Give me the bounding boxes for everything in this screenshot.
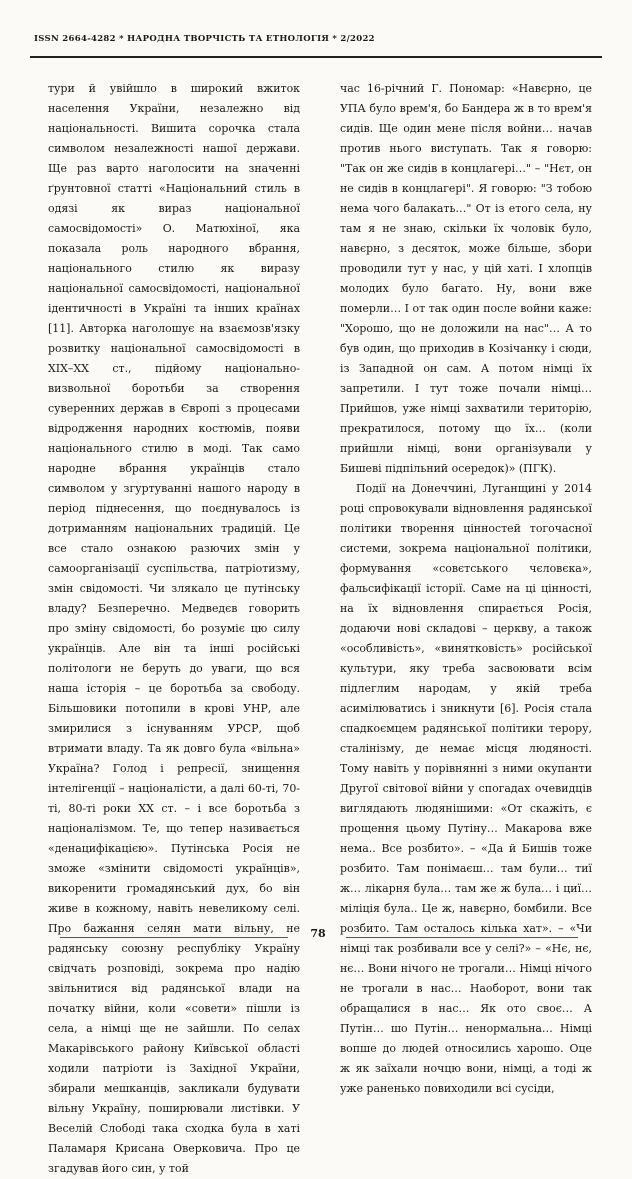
page-number: 78 [310,927,326,940]
right-paragraph-1: час 16-річний Г. Пономар: «Навєрно, це УПА було врем'я, бо Бандера ж в то врем'я сидів. Ще один мене після войни… начав против нього виступать. Так я говорю: "Так он же сидів в концлагері…" – "Нєт, он не сидів в концлагері". Я говорю: "З тобою нема чого балакать…" От із етого села, ну там я не знаю, скільки їх чоловік було, навєрно, з десяток, може більше, збори проводили тут у нас, у цій хаті. І хлопців молодих було багато. Ну, вони вже померли… І от так один после войни каже: "Хорошо, що не доложили на нас"… А то був один, що приходив в Козічанку і сюди, із Западной он сам. А потом німці їх запретили. І тут тоже почали німці… Прийшов, уже німці захватили територію, прекратилося, потому що їх… (коли прийшли німці, вони організували у Бишеві підпільний осередок)» (ПГК). [340,82,592,475]
left-paragraph-1: тури й увійшло в широкий вжиток населення України, незалежно від національності. Вишита сорочка стала символом незалежності нашої держави. Ще раз варто наголосити на значенні ґрунтовної статті «Національний стиль в одязі як вираз національної самосвідомості» О. Матюхіної, яка показала роль народного вбрання, національного стилю як виразу національної самосвідомості, національної ідентичності в Україні та інших країнах [11]. Авторка наголошує на взаємозв'язку розвитку національної самосвідомості в ХІХ–ХХ ст., підйому національно-визвольної боротьби за створення суверенних держав в Європі з процесами відродження народних костюмів, появи національного стилю в моді. Так само народне вбрання українців стало символом у згуртуванні нашого народу в період піднесення, що поєднувалось із дотриманням національних традицій. Це все стало ознакою разючих змін у самоорганізації суспільства, патріотизму, змін свідомості. Чи злякало це путінську владу? Безперечно. Медведєв говорить про зміну свідомості, бо розуміє цю силу українців. Але він та інші російські політологи не беруть до уваги, що вся наша історія – це боротьба за свободу. Більшовики потопили в крові УНР, але змирилися з існуванням УРСР, щоб втримати владу. Та як довго була «вільна» Україна? Голод і репресії, знищення інтелігенції – націоналісти, а далі 60-ті, 70-ті, 80-ті роки ХХ ст. – і все боротьба з націоналізмом. Те, що тепер називається «денацифікацією». Путінська Росія не зможе «змінити свідомості українців», викоренити громадянський дух, бо він живе в кожному, навіть невеликому селі. Про бажання селян мати вільну, не радянську союзну республіку Україну свідчать розповіді, зокрема про надію звільнитися від радянської влади на початку війни, коли «совети» пішли із села, а німці ще не зайшли. По селах Макарівського району Київської області ходили патріоти із Західної України, збирали мешканців, закликали будувати вільну Україну, поширювали листівки. У Веселій Слободі така сходка була в хаті Паламаря Крисана Оверковича. Про це згадував його син, у той [48,82,300,1175]
left-column [48,79,300,1179]
right-paragraph-2: Події на Донеччині, Луганщині у 2014 році спровокували відновлення радянської політики творення цінностей тогочасної системи, зокрема національної політики, формування «совєтського чєловєка», фальсифікації історії. Саме на ці цінності, на їх відновлення спирається Росія, додаючи нові складові – церкву, а також «особливість», «винятковість» російської культури, яку треба засвоювати всім підлеглим народам, у якій треба асимілюватись і зникнути [6]. Росія стала спадкоємцем радянської політики терору, сталінізму, де немає місця людяності. Тому навіть у порівнянні з ними окупанти Другої світової війни у спогадах очевидців виглядають людянішими: «От скажіть, є прощення цьому Путіну… Макарова вже нема.. Все розбито». – «Да й Бишів тоже розбито. Там понімаєш… там були… тиї ж… лікарня була… там же ж була… і циї… міліція була.. Це ж, навєрно, бомбили. Все розбито. Там осталось кілька хат». – «Чи німці так розбивали все у селі?» – «Нє, нє, нє… Вони нічого не трогали… Німці нічого не трогали в нас… Наоборот, вони так обращалися в нас… Як ото своє… А Путін… шо Путін… ненормальна… Німці вопше до людей относились харошо. Оце ж як заїхали ночцю вони, німці, а тоді ж уже раненько повиходили всі сусіди, [340,482,592,1095]
footer-rule-right [346,937,578,938]
right-column [340,79,592,1099]
header-rule [30,56,602,58]
journal-header: ISSN 2664-4282 * НАРОДНА ТВОРЧІСТЬ ТА ЕТНОЛОГІЯ * 2/2022 [34,34,375,44]
footer-rule-left [60,937,288,938]
